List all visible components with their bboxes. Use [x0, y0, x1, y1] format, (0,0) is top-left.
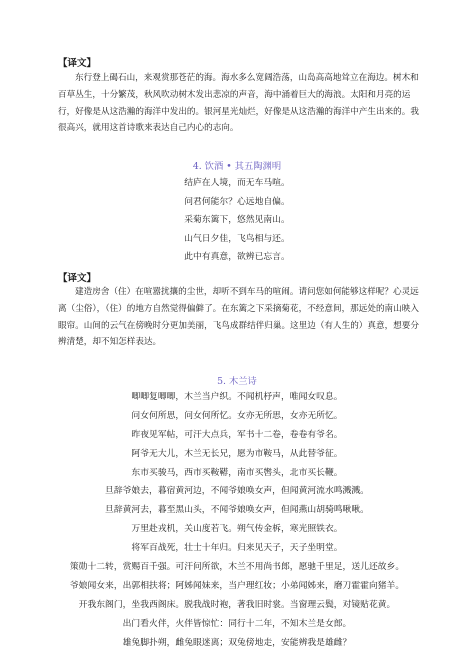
translation-paragraph	[58, 70, 424, 137]
poem-yinjiu	[0, 174, 474, 267]
translation-paragraph	[58, 284, 424, 351]
poem-line: 问君何能尔？心远地自偏。	[184, 196, 290, 207]
poem-line: 策勋十二转，赏赐百千强。可汗问所欲，木兰不用尚书郎，愿驰千里足，送儿还故乡。	[69, 562, 405, 573]
poem-line: 采菊东篱下，悠然见南山。	[184, 215, 290, 226]
poem-line: 出门看火伴，火伴皆惊忙：同行十二年，不知木兰是女郎。	[122, 618, 352, 629]
poem-mulanshi	[0, 388, 474, 652]
poem-line: 唧唧复唧唧，木兰当户织。不闻机杼声，唯闻女叹息。	[131, 392, 343, 402]
poem-line: 将军百战死，壮士十年归。归来见天子，天子坐明堂。	[131, 543, 343, 554]
poem-line: 昨夜见军帖，可汗大点兵，军书十二卷，卷卷有爷名。	[131, 429, 343, 440]
translation-text: 建造房舍（住）在喧嚣扰攘的尘世，却听不到车马的喧闹。请问您如何能够这样呢？心灵远离（尘俗），（住）的地方自然觉得偏僻了。在东篱之下采摘菊花，不经意间，那远处的南山映入眼帘。山间的云气在傍晚时分更加美丽，飞鸟成群结伴归巢。这里边（有人生的）真意，想要分辨清楚，却不知怎样表达。	[58, 287, 419, 348]
poem-line: 此中有真意，欲辨已忘言。	[184, 252, 290, 263]
poem-line: 山气日夕佳，飞鸟相与还。	[184, 233, 290, 244]
poem-line: 旦辞黄河去，暮至黑山头，不闻爷娘唤女声，但闻燕山胡骑鸣啾啾。	[105, 505, 369, 516]
poem-line: 阿爷无大儿，木兰无长兄，愿为市鞍马，从此替爷征。	[131, 448, 343, 459]
poem-line: 万里赴戎机，关山度若飞。朔气传金柝，寒光照铁衣。	[131, 524, 343, 535]
poem-line: 雄兔脚扑朔，雌兔眼迷离；双兔傍地走，安能辨我是雄雌？	[122, 637, 352, 648]
poem-line: 爷娘闻女来，出郭相扶将；阿姊闻妹来，当户理红妆；小弟闻姊来，磨刀霍霍向猪羊。	[69, 580, 405, 591]
translation-label: 【译文】	[58, 273, 97, 284]
poem-line: 问女何所思，问女何所忆。女亦无所思，女亦无所忆。	[131, 410, 343, 421]
translation-text: 东行登上碣石山，来观赏那苍茫的海。海水多么宽阔浩荡，山岛高高地耸立在海边。树木和百草丛生，十分繁茂，秋风吹动树木发出悲凉的声音，海中涌着巨大的海浪。太阳和月亮的运行，好像是从这浩瀚的海洋中发出的。银河星光灿烂，好像是从这浩瀚的海洋中产生出来的。我很高兴，就用这首诗歌来表达自己内心的志向。	[58, 73, 419, 134]
poem-line: 东市买骏马，西市买鞍鞯，南市买辔头，北市买长鞭。	[131, 467, 343, 478]
poem-title-mulanshi: 5. 木兰诗	[217, 376, 257, 387]
poem-line: 结庐在人境，而无车马喧。	[184, 178, 290, 188]
poem-line: 开我东阁门，坐我西阁床。脱我战时袍，著我旧时裳。当窗理云鬓，对镜贴花黄。	[78, 599, 396, 610]
translation-label: 【译文】	[58, 58, 97, 69]
poem-title-yinjiu: 4. 饮酒 • 其五陶渊明	[192, 161, 282, 172]
poem-line: 旦辞爷娘去，暮宿黄河边，不闻爷娘唤女声，但闻黄河流水鸣溅溅。	[105, 486, 369, 497]
